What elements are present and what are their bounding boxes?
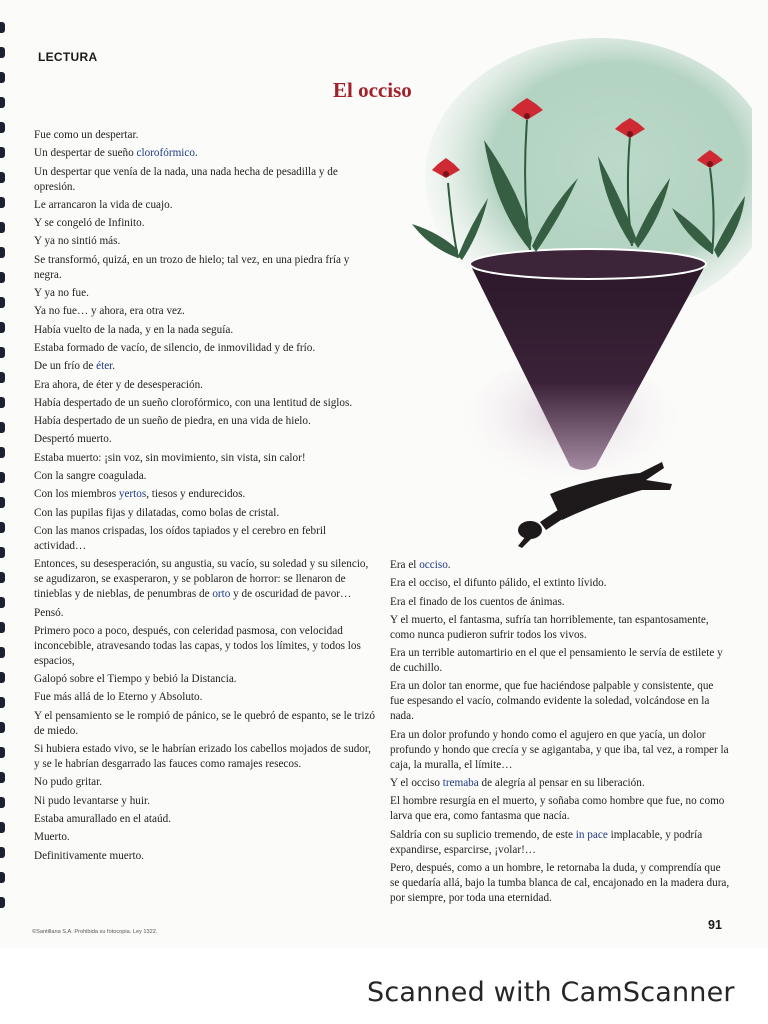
binding-spiral: [0, 22, 6, 922]
poem-line: [34, 775, 376, 790]
poem-line: [34, 432, 376, 447]
spiral-ring: [0, 772, 5, 783]
poem-text: Ni pudo levantarse y huir.: [34, 794, 150, 807]
illustration: [400, 28, 752, 550]
poem-text: Ya no fue… y ahora, era otra vez.: [34, 305, 185, 318]
poem-text: .: [447, 559, 451, 571]
poem-text: Era un dolor tan enorme, que fue haciéndose palpable y consistente, que fue espesando el vacío, colmando evidente la soledad, volcándose en la nada.: [390, 680, 714, 723]
poem-line: [34, 451, 376, 466]
poem-text: Le arrancaron la vida de cuajo.: [34, 198, 173, 211]
spiral-ring: [0, 272, 5, 283]
poem-text: Estaba muerto: ¡sin voz, sin movimiento, sin vista, sin calor!: [34, 451, 306, 464]
spiral-ring: [0, 222, 5, 233]
poem-text: Había vuelto de la nada, y en la nada seguía.: [34, 323, 234, 336]
poem-line: [34, 709, 376, 739]
poem-text: Saldría con su suplicio tremendo, de este: [390, 828, 576, 841]
poem-line: [390, 613, 730, 643]
poem-line: [34, 198, 376, 213]
poem-line: [34, 165, 376, 195]
poem-text: Había despertado de un sueño de piedra, en una vida de hielo.: [34, 415, 311, 428]
spiral-ring: [0, 372, 5, 383]
spiral-ring: [0, 397, 5, 408]
poem-line: [390, 776, 730, 791]
spiral-ring: [0, 197, 5, 208]
poem-text: Y el occiso: [390, 777, 443, 790]
poem-line: [34, 341, 376, 356]
poem-text: Pensó.: [34, 606, 64, 619]
poem-line: [34, 812, 376, 827]
poem-line: [390, 828, 730, 858]
poem-line: [390, 794, 730, 824]
poem-line: [390, 861, 730, 906]
spiral-ring: [0, 147, 5, 158]
spiral-ring: [0, 747, 5, 758]
spiral-ring: [0, 22, 5, 33]
poem-line: [34, 146, 376, 161]
scanner-watermark: Scanned with CamScanner: [367, 977, 735, 1008]
poem-line: [34, 128, 376, 143]
poem-line: [34, 557, 376, 602]
poem-line: [390, 646, 730, 676]
spiral-ring: [0, 347, 5, 358]
spiral-ring: [0, 622, 5, 633]
spiral-ring: [0, 847, 5, 858]
spiral-ring: [0, 547, 5, 558]
poem-text: Era un terrible automartirio en el que el pensamiento le servía de estilete y de cuchillo.: [390, 647, 723, 675]
poem-text: Entonces, su desesperación, su angustia, su vacío, su soledad y su silencio, se agudizaron, se exasperaron, y se poblaron de horror: se llenaron de tinieblas y de nieblas, de penumbras de: [34, 558, 369, 601]
poem-text: .: [112, 360, 116, 373]
spiral-ring: [0, 297, 5, 308]
poem-text: El hombre resurgía en el muerto, y soñaba como hombre que fue, no como larva que era, como fantasma que nacía.: [390, 795, 725, 823]
poem-line: [34, 359, 376, 374]
poem-text: Y el pensamiento se le rompió de pánico, se le quebró de espanto, se le trizó de miedo.: [34, 709, 376, 737]
poem-text: Con la sangre coagulada.: [34, 470, 147, 483]
poem-text: Despertó muerto.: [34, 433, 112, 446]
poem-line: [34, 524, 376, 554]
spiral-ring: [0, 697, 5, 708]
glossary-word: orto: [212, 588, 231, 601]
poem-text: Fue como un despertar.: [34, 129, 139, 141]
poem-text: Se transformó, quizá, en un trozo de hielo; tal vez, en una piedra fría y negra.: [34, 253, 350, 281]
poem-text: .: [194, 147, 198, 160]
poem-line: [34, 606, 376, 621]
funnel-rim: [470, 249, 706, 279]
spiral-ring: [0, 47, 5, 58]
poem-text: Era un dolor profundo y hondo como el agujero en que yacía, un dolor profundo y hondo que crecía y se agigantaba, y que iba, tal vez, a romper la caja, la muralla, el límite…: [390, 728, 729, 771]
poem-line: [34, 396, 376, 411]
poem-line: [34, 830, 376, 845]
glossary-word: in pace: [575, 828, 608, 841]
spiral-ring: [0, 722, 5, 733]
poem-text: Y ya no sintió más.: [34, 235, 121, 248]
glossary-word: clorofórmico: [136, 147, 195, 160]
poem-line: [34, 742, 376, 772]
poem-text: Y ya no fue.: [34, 287, 89, 300]
spiral-ring: [0, 672, 5, 683]
section-label: LECTURA: [38, 50, 98, 64]
poem-text: Fue más allá de lo Eterno y Absoluto.: [34, 691, 203, 704]
poem-line: [34, 234, 376, 249]
poem-text: Estaba formado de vacío, de silencio, de inmovilidad y de frío.: [34, 341, 316, 354]
poem-text: Galopó sobre el Tiempo y bebió la Distancia.: [34, 673, 237, 686]
spiral-ring: [0, 122, 5, 133]
poem-text: Había despertado de un sueño clorofórmico, con una lentitud de siglos.: [34, 396, 353, 409]
poem-text: Con los miembros: [34, 488, 119, 501]
poem-text: Estaba amurallado en el ataúd.: [34, 812, 171, 825]
spiral-ring: [0, 447, 5, 458]
poem-text: Y se congeló de Infinito.: [34, 217, 145, 230]
poem-line: [34, 253, 376, 283]
spiral-ring: [0, 97, 5, 108]
poem-text: De un frío de: [34, 360, 97, 373]
poem-line: [34, 794, 376, 809]
spiral-ring: [0, 647, 5, 658]
copyright-note: ©Santillana S.A. Prohibida su fotocopia. Ley 1322.: [32, 929, 158, 935]
spiral-ring: [0, 872, 5, 883]
spiral-ring: [0, 247, 5, 258]
poem-text: Era el: [390, 559, 420, 571]
spiral-ring: [0, 322, 5, 333]
poem-text: y de oscuridad de pavor…: [230, 588, 352, 601]
poem-text: No pudo gritar.: [34, 776, 103, 789]
spiral-ring: [0, 472, 5, 483]
poem-line: [34, 487, 376, 502]
poem-text: Era el finado de los cuentos de ánimas.: [390, 595, 565, 608]
poem-text: Primero poco a poco, después, con celeridad pasmosa, con velocidad inconcebible, atravesando todas las capas, y todos los límites, y todos los espacios,: [34, 624, 361, 667]
poem-text: Pero, después, como a un hombre, le retornaba la duda, y comprendía que se quedaría allá, bajo la tumba blanca de cal, encajonado en la madera dura, por siempre, por toda una eternidad.: [390, 861, 730, 904]
spiral-ring: [0, 597, 5, 608]
poem-line: [390, 595, 730, 610]
poem-text: , tiesos y endurecidos.: [146, 488, 246, 501]
poem-text: Era ahora, de éter y de desesperación.: [34, 378, 203, 391]
spiral-ring: [0, 497, 5, 508]
spiral-ring: [0, 522, 5, 533]
glossary-word: éter: [96, 360, 113, 373]
glossary-word: occiso: [419, 559, 448, 571]
poem-line: [34, 414, 376, 429]
spiral-ring: [0, 422, 5, 433]
poem-text: Un despertar de sueño: [34, 147, 137, 160]
poem-line: [34, 672, 376, 687]
poem-line: [34, 624, 376, 669]
poem-line: [390, 728, 730, 773]
spiral-ring: [0, 572, 5, 583]
spiral-ring: [0, 822, 5, 833]
spiral-ring: [0, 172, 5, 183]
poem-line: [34, 323, 376, 338]
spiral-ring: [0, 72, 5, 83]
page-number: 91: [708, 918, 722, 932]
poem-text: Con las manos crispadas, los oídos tapiados y el cerebro en febril actividad…: [34, 524, 327, 552]
poem-line: [390, 679, 730, 724]
poem-text: Un despertar que venía de la nada, una nada hecha de pesadilla y de opresión.: [34, 165, 338, 193]
poem-text: Muerto.: [34, 831, 70, 844]
glossary-word: yertos: [118, 488, 147, 501]
spiral-ring: [0, 897, 5, 908]
poem-text: Definitivamente muerto.: [34, 849, 144, 862]
poem-text: Y el muerto, el fantasma, sufría tan horriblemente, tan espantosamente, como nunca pudieron sufrir todos los vivos.: [390, 613, 709, 641]
poem-line: [34, 506, 376, 521]
poem-line: [390, 558, 730, 573]
spiral-ring: [0, 797, 5, 808]
poem-line: [34, 849, 376, 864]
poem-line: [34, 304, 376, 319]
poem-line: [34, 690, 376, 705]
glossary-word: tremaba: [442, 777, 479, 790]
poem-text: Era el occiso, el difunto pálido, el extinto lívido.: [390, 577, 607, 590]
poem-line: [34, 469, 376, 484]
page-title: El occiso: [333, 78, 412, 102]
poem-line: [390, 576, 730, 591]
poem-text: Si hubiera estado vivo, se le habrían erizado los cabellos mojados de sudor, y se le habrían desgarrado las fauces como ramajes resecos.: [34, 743, 371, 771]
poem-text: de alegría al pensar en su liberación.: [478, 777, 645, 790]
poem-text: implacable, y podría expandirse, esparcirse, ¡volar!…: [390, 828, 703, 856]
poem-right-column: [390, 558, 730, 909]
poem-line: [34, 216, 376, 231]
poem-left-column: [34, 128, 376, 867]
poem-text: Con las pupilas fijas y dilatadas, como bolas de cristal.: [34, 506, 280, 519]
poem-line: [34, 286, 376, 301]
poem-line: [34, 378, 376, 393]
